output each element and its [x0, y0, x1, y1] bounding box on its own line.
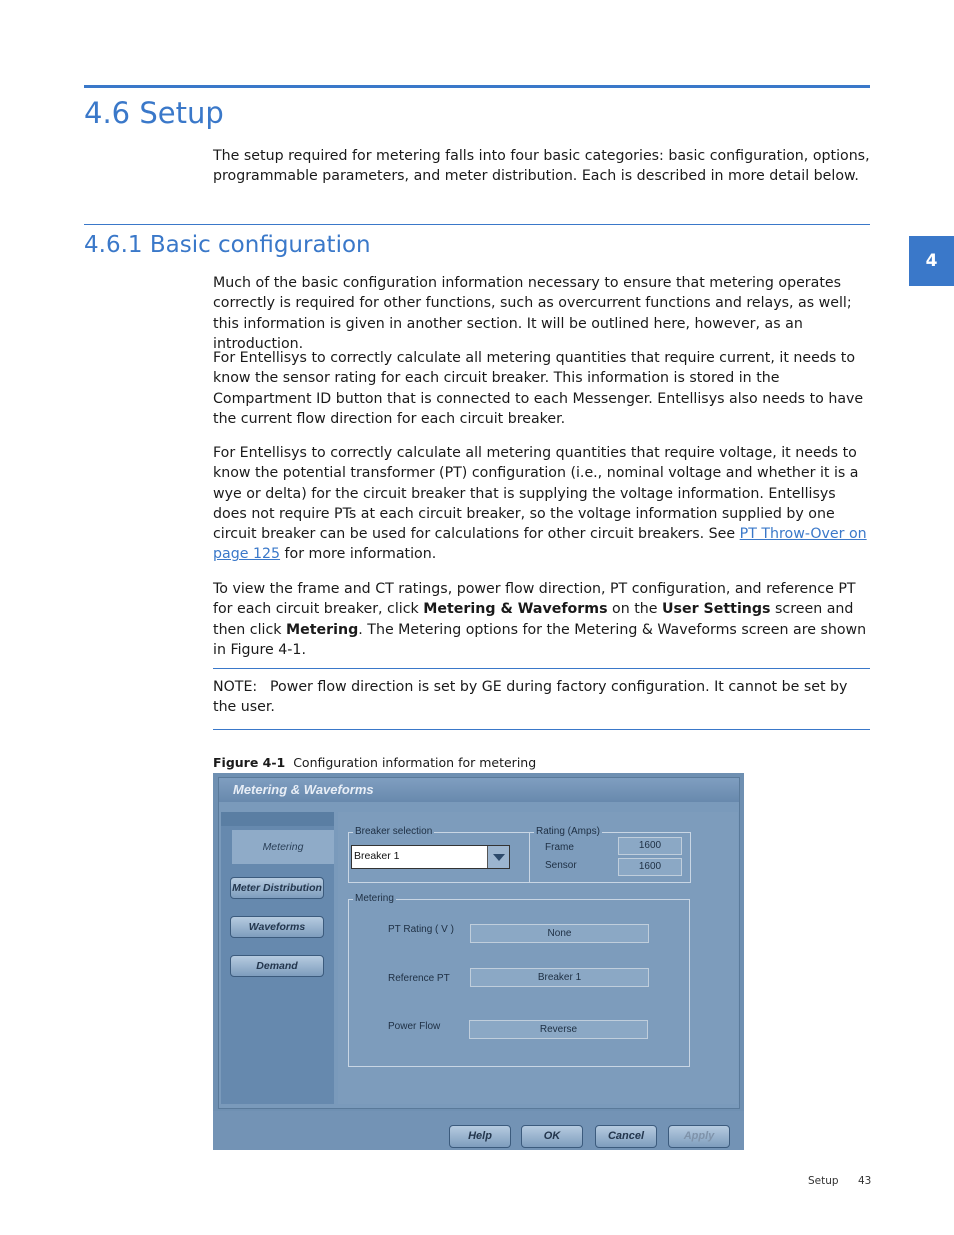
apply-button[interactable]: Apply — [668, 1125, 730, 1148]
paragraph-3-text: For Entellisys to correctly calculate all metering quantities that require voltage, it needs to know the potential transformer (PT) configuration (i.e., nominal voltage and whether it is a wye or delta) for the circuit breaker that is supplying the voltage information. Entellisys does not require PTs at each circuit breaker, so the voltage information supplied by one circuit breaker can be used for calculations for other circuit breakers. See — [213, 445, 859, 543]
metering-group — [348, 893, 690, 1067]
help-button[interactable]: Help — [449, 1125, 511, 1148]
reference-pt-label: Reference PT — [388, 973, 450, 984]
paragraph-4 — [213, 579, 873, 660]
sidebar-button-demand[interactable]: Demand — [230, 955, 324, 977]
sidebar-button-waveforms[interactable]: Waveforms — [230, 916, 324, 938]
window-panel — [218, 777, 740, 1109]
paragraph-4-text-d: screen and then click — [213, 601, 854, 638]
reference-pt-value: Breaker 1 — [470, 968, 649, 987]
note-text: Power flow direction is set by GE during factory configuration. It cannot be set by the user. — [213, 679, 848, 716]
note — [213, 677, 873, 718]
section-title: 4.6 Setup — [84, 96, 224, 130]
pt-rating-value: None — [470, 924, 649, 943]
pt-rating-label: PT Rating ( V ) — [388, 924, 454, 935]
chevron-down-icon[interactable] — [487, 846, 509, 868]
rating-label: Rating (Amps) — [536, 826, 600, 837]
metering-waveforms-term: Metering & Waveforms — [423, 601, 608, 618]
frame-value: 1600 — [618, 837, 682, 855]
user-settings-term: User Settings — [662, 601, 771, 618]
paragraph-4-text-c: on the — [607, 601, 663, 618]
footer-section: Setup — [808, 1175, 839, 1187]
subsection-title: 4.6.1 Basic configuration — [84, 232, 371, 258]
pt-throw-over-link[interactable]: PT Throw-Over on page 125 — [213, 526, 867, 563]
window-title: Metering & Waveforms — [219, 778, 739, 802]
metering-group-label: Metering — [355, 893, 394, 904]
paragraph-3-tail: for more information. — [280, 546, 437, 563]
footer-page-number: 43 — [858, 1175, 872, 1187]
figure-label: Figure 4-1 — [213, 755, 286, 770]
sidebar-header — [221, 812, 334, 826]
note-bottom-rule — [213, 729, 870, 730]
section-intro: The setup required for metering falls into four basic categories: basic configuration, options, programmable parameters, and meter distribution. Each is described in more detail below. — [213, 148, 870, 185]
sensor-value: 1600 — [618, 858, 682, 876]
sensor-label: Sensor — [545, 860, 577, 871]
paragraph-4-text-a: To view the frame and CT ratings, power flow direction, PT configuration, and reference PT for each circuit breaker, click — [213, 581, 856, 618]
breaker-select[interactable] — [351, 845, 510, 869]
metering-term: Metering — [286, 621, 359, 638]
content-area — [338, 812, 738, 1104]
figure-caption-text: Configuration information for metering — [293, 755, 537, 770]
ok-button[interactable]: OK — [521, 1125, 583, 1148]
breaker-selection-label: Breaker selection — [355, 826, 433, 837]
paragraph-1: Much of the basic configuration information necessary to ensure that metering operates correctly is required for other functions, such as overcurrent functions and relays, as well; this information is given in another section. It will be outlined here, however, as an introduction. — [213, 275, 852, 352]
frame-label: Frame — [545, 842, 574, 853]
breaker-selection-group — [348, 826, 530, 883]
sidebar-tab-metering[interactable]: Metering — [232, 830, 334, 864]
cancel-button[interactable]: Cancel — [595, 1125, 657, 1148]
sidebar-button-meter-distribution[interactable]: Meter Distribution — [230, 877, 324, 899]
metering-waveforms-window — [213, 773, 744, 1150]
note-top-rule — [213, 668, 870, 669]
rating-group — [529, 826, 691, 883]
paragraph-2: For Entellisys to correctly calculate all metering quantities that require current, it needs to know the sensor rating for each circuit breaker. This information is stored in the Compartment ID button that is connected to each Messenger. Entellisys also needs to have the current flow direction for each circuit breaker. — [213, 350, 864, 427]
section-top-rule — [84, 85, 870, 88]
figure-caption — [213, 755, 536, 770]
subsection-rule — [84, 224, 870, 225]
paragraph-3 — [213, 443, 873, 565]
paragraph-4-text-e: . The Metering options for the Metering & Waveforms screen are shown in Figure 4-1. — [213, 621, 867, 658]
power-flow-label: Power Flow — [388, 1021, 441, 1032]
breaker-select-value: Breaker 1 — [354, 850, 400, 862]
chapter-tab: 4 — [909, 236, 954, 286]
power-flow-value: Reverse — [469, 1020, 648, 1039]
note-label: NOTE: — [213, 679, 258, 695]
